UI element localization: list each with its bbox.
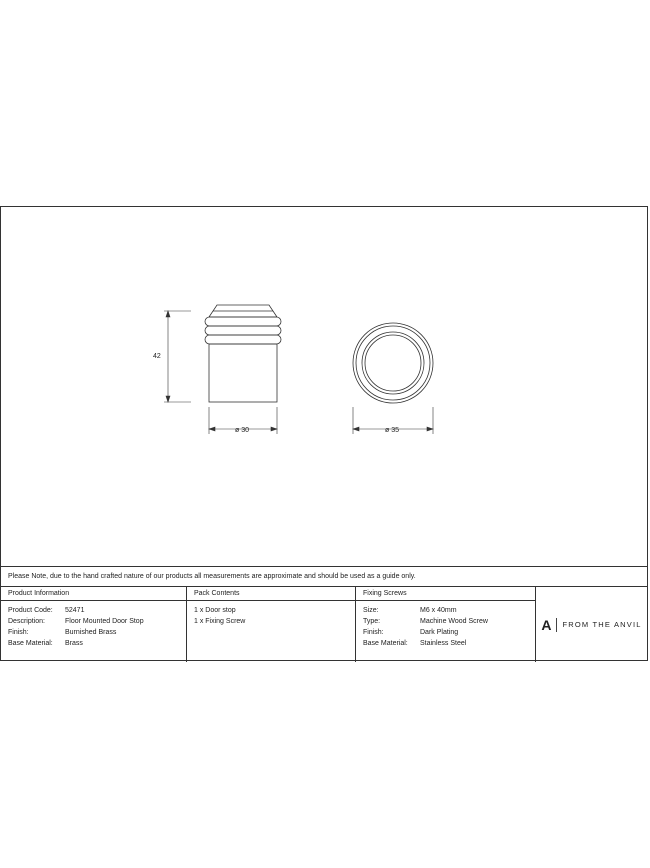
brand-logo [536, 587, 647, 662]
side-diameter-label: ø 30 [235, 427, 250, 434]
description-row [1, 616, 186, 627]
pack-item: 1 x Fixing Screw [194, 618, 246, 625]
technical-drawing [1, 207, 649, 567]
pack-contents-heading: Pack Contents [187, 587, 355, 601]
row-label: Product Code: [8, 607, 53, 614]
row-value: Floor Mounted Door Stop [65, 618, 144, 625]
measurement-note: Please Note, due to the hand crafted nature of our products all measurements are approximate and should be used as a guide only. [1, 566, 647, 586]
side-view [205, 305, 281, 402]
row-label: Finish: [8, 629, 29, 636]
height-dimension [164, 311, 191, 402]
row-value: Dark Plating [420, 629, 459, 636]
row-label: Type: [363, 618, 381, 625]
row-value: Machine Wood Screw [420, 618, 488, 625]
screw-finish-row [356, 627, 535, 638]
row-value: 52471 [65, 607, 85, 614]
pack-contents-panel [187, 587, 356, 662]
drawing-sheet [0, 206, 648, 661]
top-diameter-label: ø 35 [385, 427, 400, 434]
pack-item: 1 x Door stop [194, 607, 236, 614]
row-label: Base Material: [363, 640, 408, 647]
ring-2 [205, 326, 281, 335]
brand-name: FROM THE ANVIL [562, 620, 642, 629]
product-information-panel [1, 587, 187, 662]
row-value: Burnished Brass [65, 629, 117, 636]
ring-1 [205, 317, 281, 326]
finish-row [1, 627, 186, 638]
product-information-heading: Product Information [1, 587, 186, 601]
row-label: Base Material: [8, 640, 53, 647]
anvil-logo-icon: A [541, 616, 552, 633]
fixing-screws-panel [356, 587, 536, 662]
row-label: Size: [363, 607, 379, 614]
logo-divider [556, 618, 557, 632]
row-value: Stainless Steel [420, 640, 467, 647]
row-label: Finish: [363, 629, 384, 636]
screw-base-material-row [356, 638, 535, 649]
top-view [353, 323, 433, 403]
ring-3 [205, 335, 281, 344]
title-block [1, 586, 647, 662]
base-material-row [1, 638, 186, 649]
height-label: 42 [153, 353, 161, 360]
product-code-row [1, 605, 186, 616]
brand-panel [536, 587, 647, 662]
row-value: Brass [65, 640, 83, 647]
row-value: M6 x 40mm [420, 607, 457, 614]
row-label: Description: [8, 618, 45, 625]
body [209, 344, 277, 402]
screw-type-row [356, 616, 535, 627]
fixing-screws-heading: Fixing Screws [356, 587, 535, 601]
screw-size-row [356, 605, 535, 616]
